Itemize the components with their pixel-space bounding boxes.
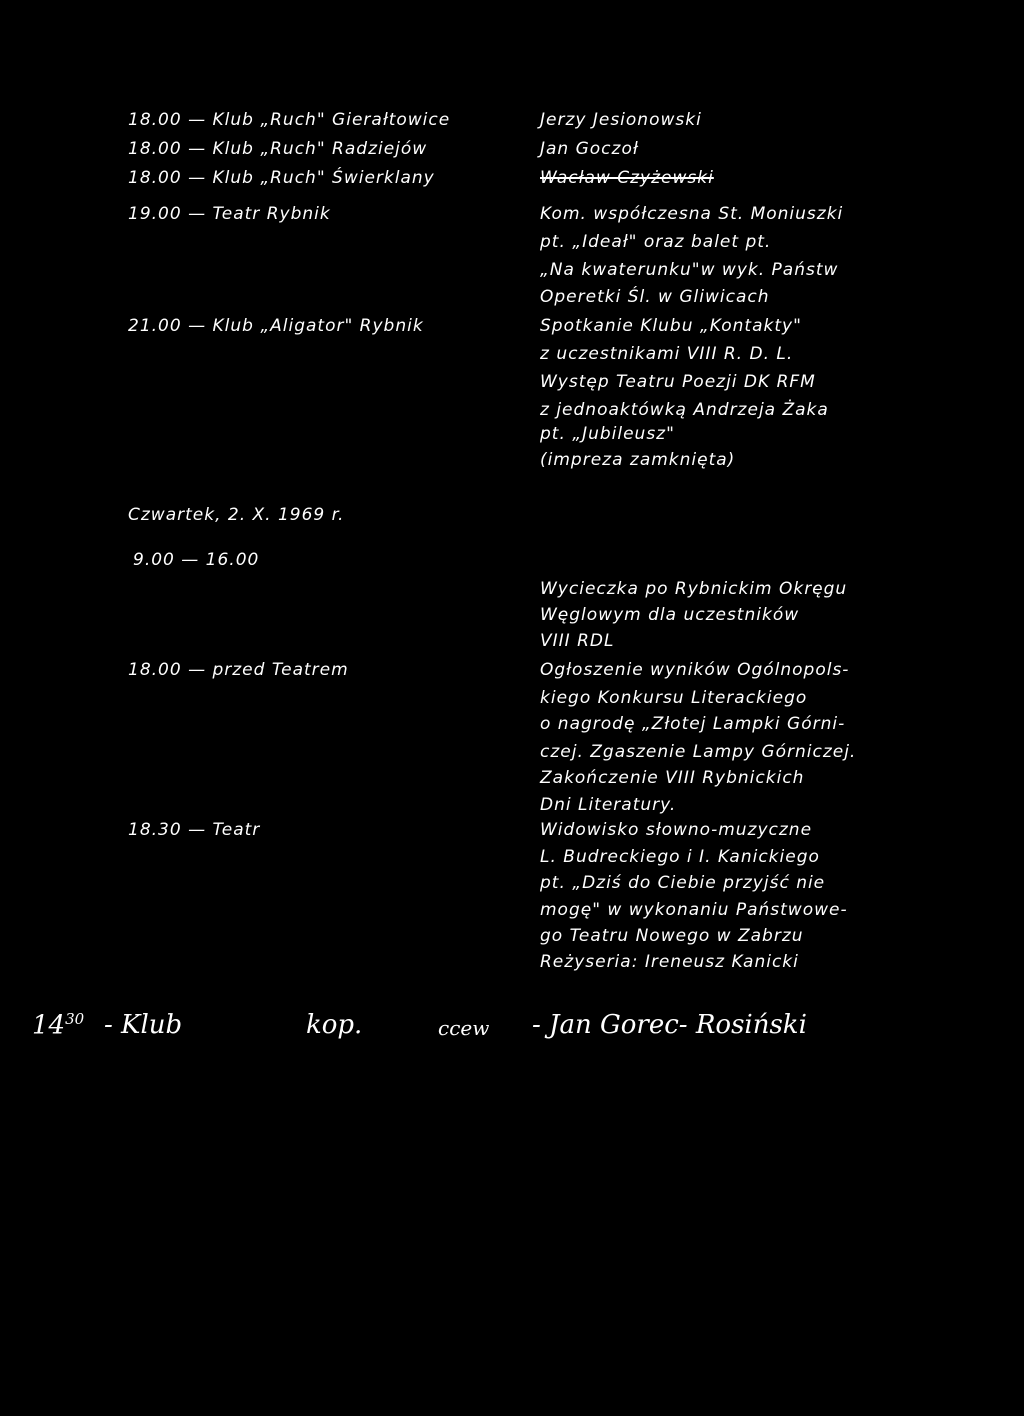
schedule-description: „Na kwaterunku"w wyk. Państw: [540, 260, 839, 280]
schedule-description: o nagrodę „Złotej Lampki Górni-: [540, 714, 846, 734]
schedule-description: Dni Literatury.: [540, 795, 677, 815]
schedule-description: Węglowym dla uczestników: [540, 605, 800, 625]
schedule-time-venue: 9.00 — 16.00: [133, 550, 260, 570]
schedule-time-venue: 18.00 — przed Teatrem: [128, 660, 349, 680]
schedule-description: pt. „Ideał" oraz balet pt.: [540, 232, 772, 252]
schedule-description: mogę" w wykonaniu Państwowe-: [540, 900, 848, 920]
schedule-description: (impreza zamknięta): [540, 450, 736, 470]
handwritten-time-hour: 14: [32, 1010, 66, 1041]
day-heading: Czwartek, 2. X. 1969 r.: [128, 505, 345, 525]
handwritten-names: - Jan Gorec- Rosiński: [532, 1010, 807, 1040]
schedule-description: VIII RDL: [540, 631, 615, 651]
schedule-description: pt. „Dziś do Ciebie przyjść nie: [540, 873, 826, 893]
schedule-description: z jednoaktówką Andrzeja Żaka: [540, 400, 829, 420]
schedule-description: Występ Teatru Poezji DK RFM: [540, 372, 816, 392]
schedule-description: L. Budreckiego i I. Kanickiego: [540, 847, 820, 867]
handwritten-abbr: kop.: [306, 1010, 363, 1040]
schedule-time-venue: 18.00 — Klub „Ruch" Radziejów: [128, 139, 428, 159]
schedule-description: Widowisko słowno-muzyczne: [540, 820, 813, 840]
schedule-description: Wycieczka po Rybnickim Okręgu: [540, 579, 848, 599]
schedule-time-venue: 18.00 — Klub „Ruch" Gierałtowice: [128, 110, 451, 130]
schedule-description: pt. „Jubileusz": [540, 424, 675, 444]
handwritten-time-minutes: 30: [65, 1010, 85, 1028]
schedule-description: Spotkanie Klubu „Kontakty": [540, 316, 802, 336]
schedule-description: Zakończenie VIII Rybnickich: [540, 768, 805, 788]
schedule-description: z uczestnikami VIII R. D. L.: [540, 344, 794, 364]
schedule-time-venue: 21.00 — Klub „Aligator" Rybnik: [128, 316, 424, 336]
schedule-description: Reżyseria: Ireneusz Kanicki: [540, 952, 799, 972]
handwritten-time: [32, 1010, 84, 1041]
handwritten-scribble: ccew: [438, 1016, 490, 1040]
schedule-description: Kom. współczesna St. Moniuszki: [540, 204, 844, 224]
schedule-description-struck: Wacław Czyżewski: [540, 168, 714, 188]
schedule-description: Ogłoszenie wyników Ogólnopols-: [540, 660, 850, 680]
schedule-time-venue: 18.00 — Klub „Ruch" Świerklany: [128, 168, 435, 188]
schedule-description: go Teatru Nowego w Zabrzu: [540, 926, 804, 946]
schedule-description: czej. Zgaszenie Lampy Górniczej.: [540, 742, 857, 762]
handwritten-club: - Klub: [104, 1010, 183, 1040]
schedule-description: kiego Konkursu Literackiego: [540, 688, 808, 708]
schedule-description: Jan Goczoł: [540, 139, 639, 159]
schedule-description: Operetki Śl. w Gliwicach: [540, 287, 770, 307]
schedule-time-venue: 19.00 — Teatr Rybnik: [128, 204, 331, 224]
schedule-time-venue: 18.30 — Teatr: [128, 820, 261, 840]
schedule-description: Jerzy Jesionowski: [540, 110, 702, 130]
